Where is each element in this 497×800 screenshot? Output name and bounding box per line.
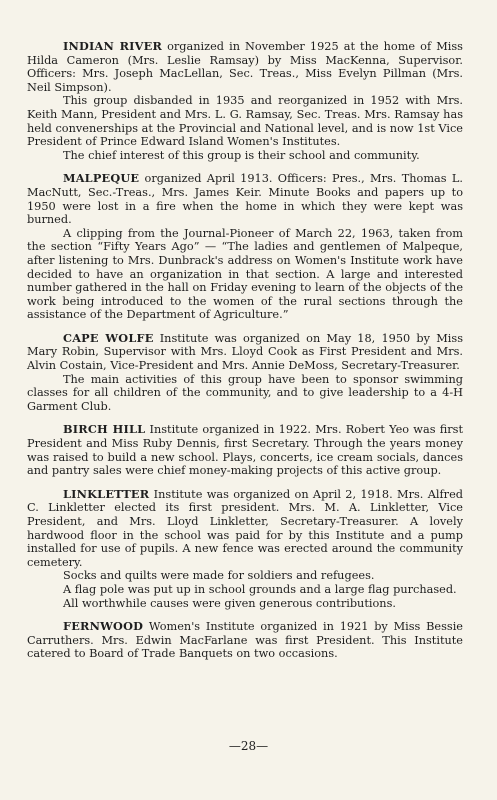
paragraph: This group disbanded in 1935 and reorganized in 1952 with Mrs. Keith Mann, President and Mrs. L. G. Ramsay, Sec. Treas. Mrs. Ramsay has held convenerships at the Provincial and National level, and is now 1st Vice President of Prince Edward Island Women's Institutes.	[27, 94, 463, 149]
section-heading-birch-hill: BIRCH HILL	[63, 422, 146, 437]
paragraph-birch-hill-intro	[27, 423, 463, 477]
paragraph: Socks and quilts were made for soldiers and refugees.	[63, 569, 375, 583]
paragraph-fernwood-intro	[27, 620, 463, 661]
paragraph-cape-wolfe-intro	[27, 332, 463, 373]
paragraph-linkletter-intro	[27, 488, 463, 570]
body-text	[27, 40, 463, 661]
paragraph-indian-river-intro	[27, 40, 463, 94]
paragraph: A clipping from the Journal-Pioneer of March 22, 1963, taken from the section “Fifty Years Ago” — “The ladies and gentlemen of Malpeque, after listening to Mrs. Dunbrack's address on Women's Institute work have decided to have an organization in that section. A large and interested number gathered in the hall on Friday evening to learn of the objects of the work being introduced to the women of the rural sections through the assistance of the Department of Agriculture.”	[27, 226, 463, 322]
section-heading-malpeque: MALPEQUE	[63, 171, 140, 186]
section-heading-indian-river: INDIAN RIVER	[63, 39, 163, 53]
paragraph-text: Institute was organized on April 2, 1918. Mrs. Alfred C. Linkletter elected its first president. Mrs. M. A. Linkletter, Vice President, and Mrs. Lloyd Linkletter, Secretary-Treasurer. A lovely hardwood floor in the school was paid for by this Institute and a pump installed for use of pupils. A new fence was erected around the community cemetery.	[27, 487, 463, 569]
paragraph-text: organized April 1913. Officers: Pres., Mrs. Thomas L. MacNutt, Sec.-Treas., Mrs. James Keir. Minute Books and papers up to 1950 were lost in a fire when the home in which they were kept was burned.	[27, 172, 463, 227]
paragraph: A flag pole was put up in school grounds and a large flag purchased.	[63, 582, 457, 596]
paragraph-text: organized in November 1925 at the home of Miss Hilda Cameron (Mrs. Leslie Ramsay) by Miss MacKenna, Supervisor. Officers: Mrs. Joseph MacLellan, Sec. Treas., Miss Evelyn Pillman (Mrs. Neil Simpson).	[27, 40, 463, 94]
paragraph: All worthwhile causes were given generous contributions.	[63, 596, 396, 610]
section-heading-fernwood: FERNWOOD	[63, 619, 144, 634]
page-number: —28—	[228, 739, 269, 753]
paragraph-text: Women's Institute organized in 1921 by Miss Bessie Carruthers. Mrs. Edwin MacFarlane was first President. This Institute catered to Board of Trade Banquets on two occasions.	[27, 620, 463, 661]
paragraph: The chief interest of this group is their school and community.	[63, 148, 420, 162]
paragraph: The main activities of this group have been to sponsor swimming classes for all children of the community, and to give leadership to a 4-H Garment Club.	[27, 372, 463, 413]
section-heading-cape-wolfe: CAPE WOLFE	[63, 330, 154, 345]
section-heading-linkletter: LINKLETTER	[63, 486, 150, 501]
paragraph-malpeque-intro	[27, 172, 463, 226]
paragraph-text: Institute organized in 1922. Mrs. Robert Yeo was first President and Miss Ruby Dennis, first Secretary. Through the years money was raised to build a new school. Plays, concerts, ice cream socials, dances and pantry sales were chief money-making projects of this active group.	[27, 423, 463, 478]
paragraph-text: Institute was organized on May 18, 1950 by Miss Mary Robin, Supervisor with Mrs. Lloyd Cook as First President and Mrs. Alvin Costain, Vice-President and Mrs. Annie DeMoss, Secretary-Treasurer.	[27, 331, 463, 373]
